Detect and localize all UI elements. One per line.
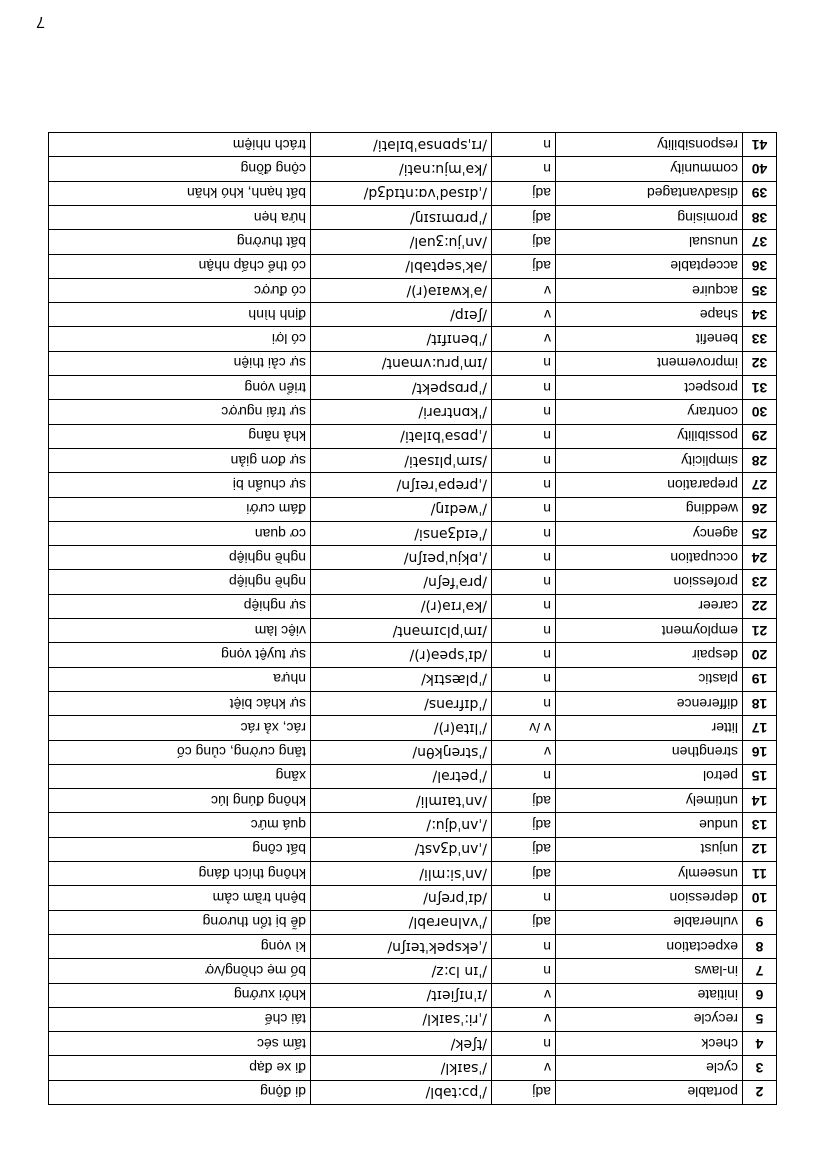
entry-meaning: di động	[49, 1080, 311, 1104]
entry-number: 16	[743, 740, 777, 764]
entry-meaning: đám cưới	[49, 497, 311, 521]
entry-meaning: cơ quan	[49, 521, 311, 545]
entry-word: community	[556, 157, 743, 181]
entry-pronunciation: /ˈpetrəl/	[311, 764, 492, 788]
entry-pronunciation: /ˈsaɪkl/	[311, 1056, 492, 1080]
entry-pronunciation: /ˈstreŋkθn/	[311, 740, 492, 764]
table-row	[49, 764, 777, 788]
entry-meaning: đi xe đạp	[49, 1056, 311, 1080]
entry-part-of-speech: n	[492, 667, 556, 691]
entry-meaning: khởi xướng	[49, 983, 311, 1007]
entry-pronunciation: /ˈlɪtə(r)/	[311, 716, 492, 740]
entry-part-of-speech: adj	[492, 181, 556, 205]
table-row	[49, 521, 777, 545]
entry-part-of-speech: v	[492, 740, 556, 764]
entry-meaning: sự cải thiện	[49, 351, 311, 375]
entry-pronunciation: /kəˈmjuːnəti/	[311, 157, 492, 181]
entry-pronunciation: /ˈdɪfrəns/	[311, 691, 492, 715]
entry-word: strengthen	[556, 740, 743, 764]
table-row	[49, 570, 777, 594]
entry-number: 30	[743, 400, 777, 424]
entry-part-of-speech: v	[492, 327, 556, 351]
entry-pronunciation: /ˌprepəˈreɪʃn/	[311, 473, 492, 497]
entry-number: 26	[743, 497, 777, 521]
entry-word: promising	[556, 206, 743, 230]
entry-word: check	[556, 1032, 743, 1056]
entry-pronunciation: /ˈvʌlnərəbl/	[311, 910, 492, 934]
entry-meaning: trách nhiệm	[49, 133, 311, 157]
entry-meaning: nhựa	[49, 667, 311, 691]
entry-meaning: bất thường	[49, 230, 311, 254]
table-row	[49, 667, 777, 691]
entry-number: 40	[743, 157, 777, 181]
table-row	[49, 934, 777, 958]
table-row	[49, 837, 777, 861]
table-row	[49, 594, 777, 618]
entry-word: responsibility	[556, 133, 743, 157]
entry-word: unseemly	[556, 862, 743, 886]
entry-number: 22	[743, 594, 777, 618]
entry-number: 29	[743, 424, 777, 448]
entry-part-of-speech: adj	[492, 862, 556, 886]
entry-part-of-speech: adj	[492, 813, 556, 837]
entry-meaning: bố mẹ chồng/vợ	[49, 959, 311, 983]
entry-number: 31	[743, 376, 777, 400]
vocabulary-table-body	[49, 133, 777, 1105]
table-row	[49, 619, 777, 643]
entry-meaning: tái chế	[49, 1007, 311, 1031]
entry-word: benefit	[556, 327, 743, 351]
entry-word: prospect	[556, 376, 743, 400]
table-row	[49, 910, 777, 934]
table-row	[49, 424, 777, 448]
entry-word: employment	[556, 619, 743, 643]
entry-part-of-speech: v	[492, 303, 556, 327]
table-row	[49, 278, 777, 302]
entry-number: 38	[743, 206, 777, 230]
table-row	[49, 448, 777, 472]
entry-meaning: định hình	[49, 303, 311, 327]
table-row	[49, 497, 777, 521]
entry-number: 10	[743, 886, 777, 910]
entry-pronunciation: /ˈprɒspekt/	[311, 376, 492, 400]
entry-part-of-speech: adj	[492, 254, 556, 278]
entry-number: 11	[743, 862, 777, 886]
table-row	[49, 230, 777, 254]
entry-meaning: sự đơn giản	[49, 448, 311, 472]
entry-pronunciation: /ˈɪn lɔːz/	[311, 959, 492, 983]
table-row	[49, 740, 777, 764]
page-number: 7	[36, 13, 45, 30]
entry-pronunciation: /ˌɒkjuˈpeɪʃn/	[311, 546, 492, 570]
entry-number: 33	[743, 327, 777, 351]
entry-number: 2	[743, 1080, 777, 1104]
entry-pronunciation: /ˌdɪsədˈvɑːntɪdʒd/	[311, 181, 492, 205]
table-row	[49, 643, 777, 667]
entry-number: 6	[743, 983, 777, 1007]
entry-pronunciation: /ˈwedɪŋ/	[311, 497, 492, 521]
entry-number: 21	[743, 619, 777, 643]
entry-part-of-speech: adj	[492, 206, 556, 230]
entry-part-of-speech: n	[492, 376, 556, 400]
entry-pronunciation: /əˈkwaɪə(r)/	[311, 278, 492, 302]
entry-word: acceptable	[556, 254, 743, 278]
entry-number: 5	[743, 1007, 777, 1031]
table-row	[49, 862, 777, 886]
entry-part-of-speech: n	[492, 546, 556, 570]
table-row	[49, 1032, 777, 1056]
entry-word: litter	[556, 716, 743, 740]
table-row	[49, 327, 777, 351]
entry-number: 4	[743, 1032, 777, 1056]
entry-number: 27	[743, 473, 777, 497]
entry-part-of-speech: n	[492, 934, 556, 958]
entry-part-of-speech: n	[492, 133, 556, 157]
entry-number: 39	[743, 181, 777, 205]
entry-pronunciation: /ˌʌnˈdʒʌst/	[311, 837, 492, 861]
entry-meaning: sự trái ngược	[49, 400, 311, 424]
entry-meaning: dễ bị tổn thương	[49, 910, 311, 934]
entry-pronunciation: /ʃeɪp/	[311, 303, 492, 327]
entry-word: preparation	[556, 473, 743, 497]
entry-number: 18	[743, 691, 777, 715]
entry-pronunciation: /ɪˈnɪʃieɪt/	[311, 983, 492, 1007]
entry-word: shape	[556, 303, 743, 327]
entry-part-of-speech: n	[492, 521, 556, 545]
entry-pronunciation: /ˌriːˈsaɪkl/	[311, 1007, 492, 1031]
entry-part-of-speech: v	[492, 1056, 556, 1080]
entry-meaning: không đúng lúc	[49, 789, 311, 813]
table-row	[49, 1007, 777, 1031]
entry-pronunciation: /tʃek/	[311, 1032, 492, 1056]
entry-number: 41	[743, 133, 777, 157]
table-row	[49, 546, 777, 570]
entry-pronunciation: /dɪˈspeə(r)/	[311, 643, 492, 667]
entry-number: 12	[743, 837, 777, 861]
entry-part-of-speech: adj	[492, 789, 556, 813]
entry-number: 23	[743, 570, 777, 594]
entry-number: 24	[743, 546, 777, 570]
table-row	[49, 254, 777, 278]
entry-part-of-speech: n	[492, 424, 556, 448]
table-row	[49, 376, 777, 400]
entry-part-of-speech: v	[492, 1007, 556, 1031]
entry-part-of-speech: n	[492, 400, 556, 424]
entry-pronunciation: /ʌnˈjuːʒuəl/	[311, 230, 492, 254]
entry-part-of-speech: adj	[492, 837, 556, 861]
entry-number: 25	[743, 521, 777, 545]
entry-pronunciation: /ɪmˈplɔɪmənt/	[311, 619, 492, 643]
entry-part-of-speech: n	[492, 594, 556, 618]
entry-word: occupation	[556, 546, 743, 570]
entry-pronunciation: /əkˈseptəbl/	[311, 254, 492, 278]
entry-number: 9	[743, 910, 777, 934]
entry-word: disadvantaged	[556, 181, 743, 205]
entry-pronunciation: /dɪˈpreʃn/	[311, 886, 492, 910]
entry-number: 36	[743, 254, 777, 278]
entry-number: 19	[743, 667, 777, 691]
entry-word: acquire	[556, 278, 743, 302]
entry-part-of-speech: n	[492, 643, 556, 667]
entry-word: untimely	[556, 789, 743, 813]
entry-word: depression	[556, 886, 743, 910]
entry-word: improvement	[556, 351, 743, 375]
entry-pronunciation: /ˈkɒntrəri/	[311, 400, 492, 424]
entry-number: 14	[743, 789, 777, 813]
entry-meaning: bệnh trầm cảm	[49, 886, 311, 910]
entry-meaning: sự khác biệt	[49, 691, 311, 715]
table-row	[49, 959, 777, 983]
entry-meaning: nghề nghiệp	[49, 546, 311, 570]
entry-word: possibility	[556, 424, 743, 448]
entry-word: recycle	[556, 1007, 743, 1031]
entry-part-of-speech: v	[492, 278, 556, 302]
table-row	[49, 691, 777, 715]
table-row	[49, 473, 777, 497]
entry-part-of-speech: v /v	[492, 716, 556, 740]
entry-number: 13	[743, 813, 777, 837]
entry-meaning: sự nghiệp	[49, 594, 311, 618]
entry-word: plastic	[556, 667, 743, 691]
table-row	[49, 886, 777, 910]
table-row	[49, 351, 777, 375]
entry-meaning: không thích đáng	[49, 862, 311, 886]
entry-word: unjust	[556, 837, 743, 861]
entry-word: undue	[556, 813, 743, 837]
entry-pronunciation: /ˈeɪdʒənsi/	[311, 521, 492, 545]
entry-pronunciation: /prəˈfeʃn/	[311, 570, 492, 594]
table-row	[49, 716, 777, 740]
entry-number: 15	[743, 764, 777, 788]
vocabulary-table	[48, 132, 777, 1105]
entry-number: 20	[743, 643, 777, 667]
entry-word: profession	[556, 570, 743, 594]
table-row	[49, 789, 777, 813]
entry-part-of-speech: n	[492, 473, 556, 497]
entry-part-of-speech: v	[492, 983, 556, 1007]
entry-pronunciation: /ʌnˈsiːmli/	[311, 862, 492, 886]
entry-word: expectation	[556, 934, 743, 958]
entry-part-of-speech: n	[492, 1032, 556, 1056]
entry-meaning: việc làm	[49, 619, 311, 643]
table-row	[49, 1056, 777, 1080]
table-row	[49, 206, 777, 230]
entry-word: petrol	[556, 764, 743, 788]
entry-word: initiate	[556, 983, 743, 1007]
entry-part-of-speech: adj	[492, 230, 556, 254]
entry-word: cycle	[556, 1056, 743, 1080]
entry-number: 3	[743, 1056, 777, 1080]
entry-part-of-speech: n	[492, 351, 556, 375]
entry-meaning: có thể chấp nhận	[49, 254, 311, 278]
entry-number: 17	[743, 716, 777, 740]
entry-meaning: kì vọng	[49, 934, 311, 958]
entry-pronunciation: /ɪmˈpruːvmənt/	[311, 351, 492, 375]
table-row	[49, 983, 777, 1007]
entry-meaning: rác, xả rác	[49, 716, 311, 740]
entry-word: contrary	[556, 400, 743, 424]
entry-meaning: bất hạnh, khó khăn	[49, 181, 311, 205]
table-row	[49, 813, 777, 837]
table-row	[49, 400, 777, 424]
entry-word: career	[556, 594, 743, 618]
entry-pronunciation: /sɪmˈplɪsəti/	[311, 448, 492, 472]
entry-pronunciation: /ˌpɒsəˈbɪləti/	[311, 424, 492, 448]
entry-word: difference	[556, 691, 743, 715]
entry-meaning: bất công	[49, 837, 311, 861]
entry-word: unusual	[556, 230, 743, 254]
entry-pronunciation: /ˈbenɪfɪt/	[311, 327, 492, 351]
entry-number: 37	[743, 230, 777, 254]
entry-meaning: cộng đồng	[49, 157, 311, 181]
entry-pronunciation: /ˌʌnˈdjuː/	[311, 813, 492, 837]
entry-part-of-speech: n	[492, 619, 556, 643]
entry-part-of-speech: n	[492, 497, 556, 521]
entry-pronunciation: /ˈplæstɪk/	[311, 667, 492, 691]
entry-part-of-speech: n	[492, 570, 556, 594]
table-row	[49, 1080, 777, 1104]
table-row	[49, 157, 777, 181]
entry-pronunciation: /ˈprɒmɪsɪŋ/	[311, 206, 492, 230]
entry-part-of-speech: n	[492, 886, 556, 910]
entry-number: 35	[743, 278, 777, 302]
entry-meaning: triển vọng	[49, 376, 311, 400]
entry-word: despair	[556, 643, 743, 667]
entry-word: simplicity	[556, 448, 743, 472]
entry-part-of-speech: n	[492, 691, 556, 715]
entry-meaning: tăng cường, củng cố	[49, 740, 311, 764]
entry-part-of-speech: n	[492, 448, 556, 472]
entry-meaning: hứa hẹn	[49, 206, 311, 230]
entry-number: 7	[743, 959, 777, 983]
entry-part-of-speech: n	[492, 764, 556, 788]
entry-number: 28	[743, 448, 777, 472]
entry-pronunciation: /rɪˌspɒnsəˈbɪləti/	[311, 133, 492, 157]
entry-pronunciation: /ˈpɔːtəbl/	[311, 1080, 492, 1104]
entry-meaning: xăng	[49, 764, 311, 788]
entry-number: 34	[743, 303, 777, 327]
table-row	[49, 303, 777, 327]
entry-number: 8	[743, 934, 777, 958]
entry-pronunciation: /ʌnˈtaɪmli/	[311, 789, 492, 813]
entry-meaning: tấm séc	[49, 1032, 311, 1056]
entry-part-of-speech: n	[492, 157, 556, 181]
entry-word: agency	[556, 521, 743, 545]
entry-pronunciation: /kəˈrɪə(r)/	[311, 594, 492, 618]
entry-word: vulnerable	[556, 910, 743, 934]
entry-part-of-speech: adj	[492, 1080, 556, 1104]
entry-word: portable	[556, 1080, 743, 1104]
entry-part-of-speech: adj	[492, 910, 556, 934]
entry-meaning: có lợi	[49, 327, 311, 351]
table-row	[49, 181, 777, 205]
entry-meaning: nghề nghiệp	[49, 570, 311, 594]
entry-meaning: quá mức	[49, 813, 311, 837]
entry-word: wedding	[556, 497, 743, 521]
entry-meaning: sự tuyệt vọng	[49, 643, 311, 667]
entry-pronunciation: /ˌekspekˈteɪʃn/	[311, 934, 492, 958]
entry-number: 32	[743, 351, 777, 375]
entry-part-of-speech: n	[492, 959, 556, 983]
entry-meaning: có được	[49, 278, 311, 302]
entry-meaning: sự chuẩn bị	[49, 473, 311, 497]
entry-word: in-laws	[556, 959, 743, 983]
entry-meaning: khả năng	[49, 424, 311, 448]
table-row	[49, 133, 777, 157]
